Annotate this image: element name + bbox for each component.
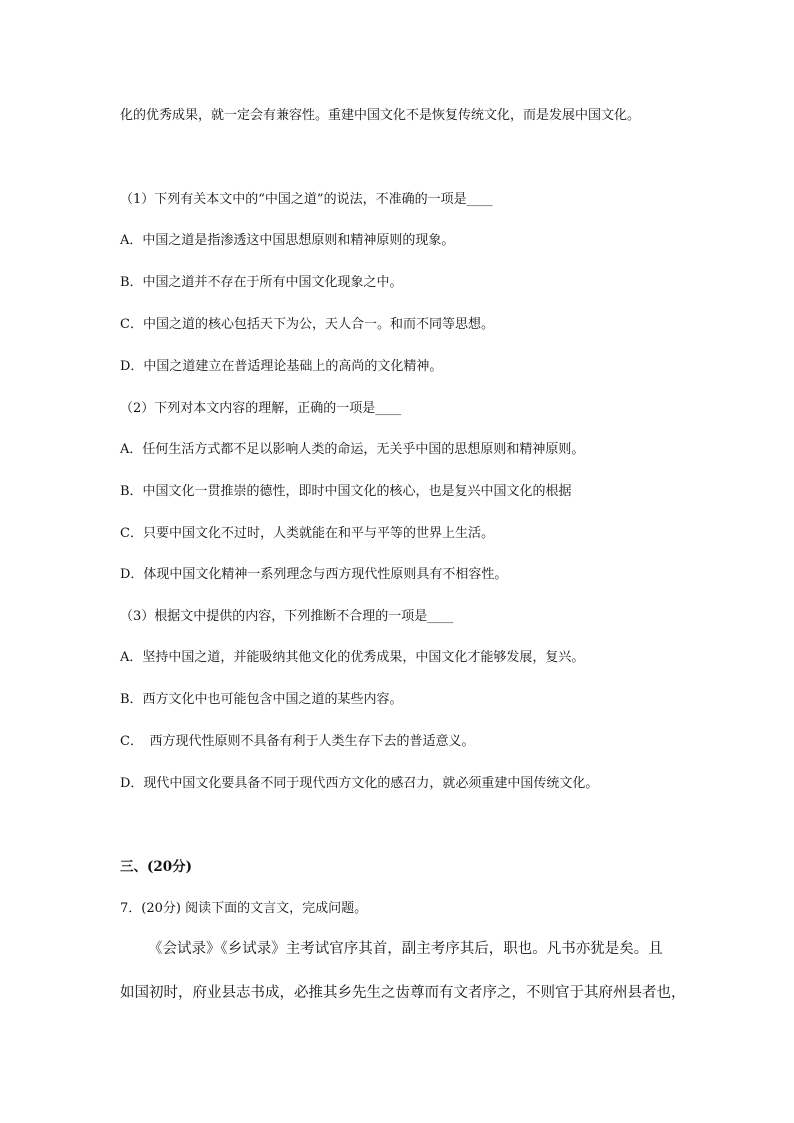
question-1-option-a: A．中国之道是指渗透这中国思想原则和精神原则的现象。	[120, 233, 455, 248]
question-1-stem: （1）下列有关本文中的“中国之道”的说法，不准确的一项是____	[120, 192, 493, 207]
question-2-option-d: D．体现中国文化精神一系列理念与西方现代性原则具有不相容性。	[120, 567, 508, 582]
question-2-option-c: C．只要中国文化不过时，人类就能在和平与平等的世界上生活。	[120, 526, 494, 541]
question-1-option-d: D．中国之道建立在普适理论基础上的高尚的文化精神。	[120, 359, 443, 374]
question-2-option-b: B．中国文化一贯推崇的德性，即时中国文化的核心，也是复兴中国文化的根据	[120, 484, 572, 499]
section-heading: 三、(20分)	[120, 859, 193, 875]
question-7-stem: 7．(20分) 阅读下面的文言文，完成问题。	[120, 901, 368, 916]
question-3-stem: （3）根据文中提供的内容，下列推断不合理的一项是____	[120, 609, 454, 624]
question-3-option-a: A．坚持中国之道，并能吸纳其他文化的优秀成果，中国文化才能够发展，复兴。	[120, 650, 585, 665]
question-1-option-c: C．中国之道的核心包括天下为公，天人合一。和而不同等思想。	[120, 317, 494, 332]
question-1-option-b: B．中国之道并不存在于所有中国文化现象之中。	[120, 275, 403, 290]
passage-line-1: 《会试录》《乡试录》主考试官序其首，副主考序其后，职也。凡书亦犹是矣。且	[148, 941, 663, 957]
question-3-option-d: D．现代中国文化要具备不同于现代西方文化的感召力，就必须重建中国传统文化。	[120, 776, 599, 791]
continuation-paragraph: 化的优秀成果，就一定会有兼容性。重建中国文化不是恢复传统文化，而是发展中国文化。	[120, 108, 641, 123]
question-2-option-a: A．任何生活方式都不足以影响人类的命运，无关乎中国的思想原则和精神原则。	[120, 442, 585, 457]
question-3-option-b: B．西方文化中也可能包含中国之道的某些内容。	[120, 692, 403, 707]
question-3-option-c: C． 西方现代性原则不具备有利于人类生存下去的普适意义。	[120, 734, 475, 749]
passage-line-2: 如国初时，府业县志书成，必推其乡先生之齿尊而有文者序之，不则官于其府州县者也，	[120, 985, 686, 1001]
question-2-stem: （2）下列对本文内容的理解，正确的一项是____	[120, 401, 402, 416]
